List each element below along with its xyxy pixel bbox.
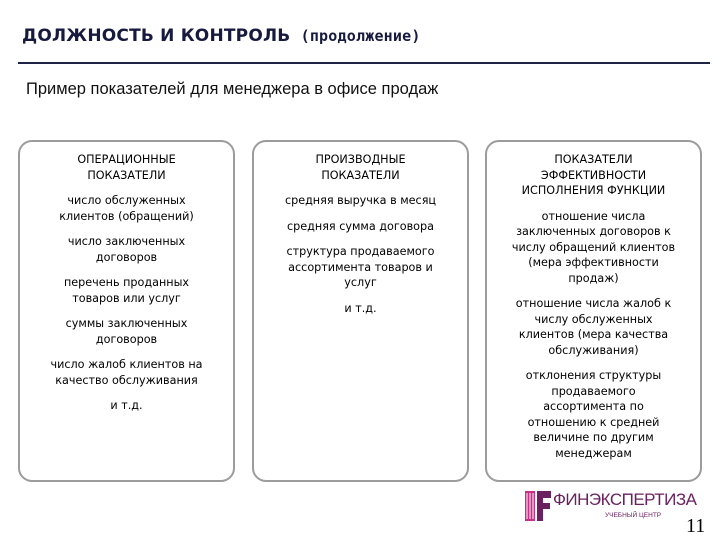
card-item-line: (мера эффективности [528, 256, 659, 269]
card-item-line: структура продаваемого [286, 245, 435, 258]
card-heading-line: ОПЕРАЦИОННЫЕ [77, 153, 176, 166]
card-item-line: договоров [95, 332, 158, 346]
card-item-line: заключенных договоров к [516, 225, 671, 238]
card-item-line: число заключенных [67, 235, 186, 248]
card-item-line: средняя сумма договора [287, 219, 434, 233]
card-heading-line: ПОКАЗАТЕЛИ [87, 168, 166, 182]
card-item-line: качество обслуживания [55, 373, 198, 387]
card-item [28, 234, 225, 265]
slide-subtitle: Пример показателей для менеджера в офисе продаж [26, 80, 439, 98]
card-item-line: клиентов (обращений) [59, 209, 194, 223]
card-item-line: продаж) [568, 271, 619, 285]
page-number: 11 [686, 515, 706, 537]
card-item-line: перечень проданных [63, 276, 190, 289]
card-heading-line: ПОКАЗАТЕЛИ [554, 153, 633, 166]
card-efficiency-indicators [485, 140, 702, 482]
card-item-line: услуг [344, 276, 377, 289]
card-item-line: число жалоб клиентов на [50, 358, 203, 371]
card-item-line: отклонения структуры [525, 369, 662, 382]
logo-subtitle: УЧЕБНЫЙ ЦЕНТР [605, 512, 662, 519]
card-item-line: ассортимента товаров и [288, 260, 433, 274]
card-item-line: клиентов (мера качества [518, 328, 669, 341]
slide-title-suffix: (продолжение) [300, 27, 421, 45]
card-item-line: обслуживания) [548, 343, 639, 357]
card-item [28, 193, 225, 224]
card-heading-line: ПРОИЗВОДНЫЕ [315, 153, 406, 166]
card-item-line: договоров [95, 250, 158, 264]
card-heading-line: ПОКАЗАТЕЛИ [321, 168, 400, 182]
card-item-line: отношение числа [541, 209, 646, 223]
finexpertiza-logo [523, 489, 697, 533]
card-item [262, 219, 459, 235]
card-item-line: величине по другим [533, 431, 654, 444]
card-item [262, 301, 459, 317]
card-item-line: числу обращений клиентов [511, 240, 676, 254]
card-item-line: число обслуженных [67, 194, 186, 207]
card-heading-line: ЭФФЕКТИВНОСТИ [540, 168, 647, 182]
title-divider [18, 62, 710, 64]
card-heading [28, 152, 225, 183]
card-heading [495, 152, 692, 199]
card-item [28, 398, 225, 414]
card-item-line: суммы заключенных [65, 317, 188, 330]
card-item-line: продаваемого [551, 384, 636, 398]
card-derived-indicators [252, 140, 469, 482]
card-item-line: и т.д. [344, 301, 377, 315]
card-item-line: и т.д. [110, 399, 143, 412]
slide-title-main: ДОЛЖНОСТЬ И КОНТРОЛЬ [22, 26, 291, 46]
card-item-list [28, 193, 225, 414]
slide-title [22, 26, 421, 46]
card-item [28, 316, 225, 347]
card-item [495, 209, 692, 287]
card-item [495, 296, 692, 358]
card-item [262, 193, 459, 209]
logo-mark-icon [523, 489, 553, 523]
card-item [28, 275, 225, 306]
card-item-list [495, 209, 692, 462]
card-item [28, 357, 225, 388]
card-heading-line: ИСПОЛНЕНИЯ ФУНКЦИИ [521, 184, 666, 197]
card-item [262, 244, 459, 291]
card-item-line: товаров или услуг [72, 291, 181, 305]
card-item-line: числу обслуженных [534, 312, 653, 326]
card-item-line: ассортимента по [543, 400, 644, 413]
card-item-list [262, 193, 459, 316]
card-item-line: отношению к средней [527, 415, 660, 429]
card-item-line: средняя выручка в месяц [284, 194, 437, 207]
logo-name: ФИНЭКСПЕРТИЗА [553, 490, 697, 509]
card-item-line: отношение числа жалоб к [515, 297, 672, 310]
card-item [495, 368, 692, 461]
card-heading [262, 152, 459, 183]
card-item-line: менеджерам [555, 446, 632, 460]
card-operational-indicators [18, 140, 235, 482]
